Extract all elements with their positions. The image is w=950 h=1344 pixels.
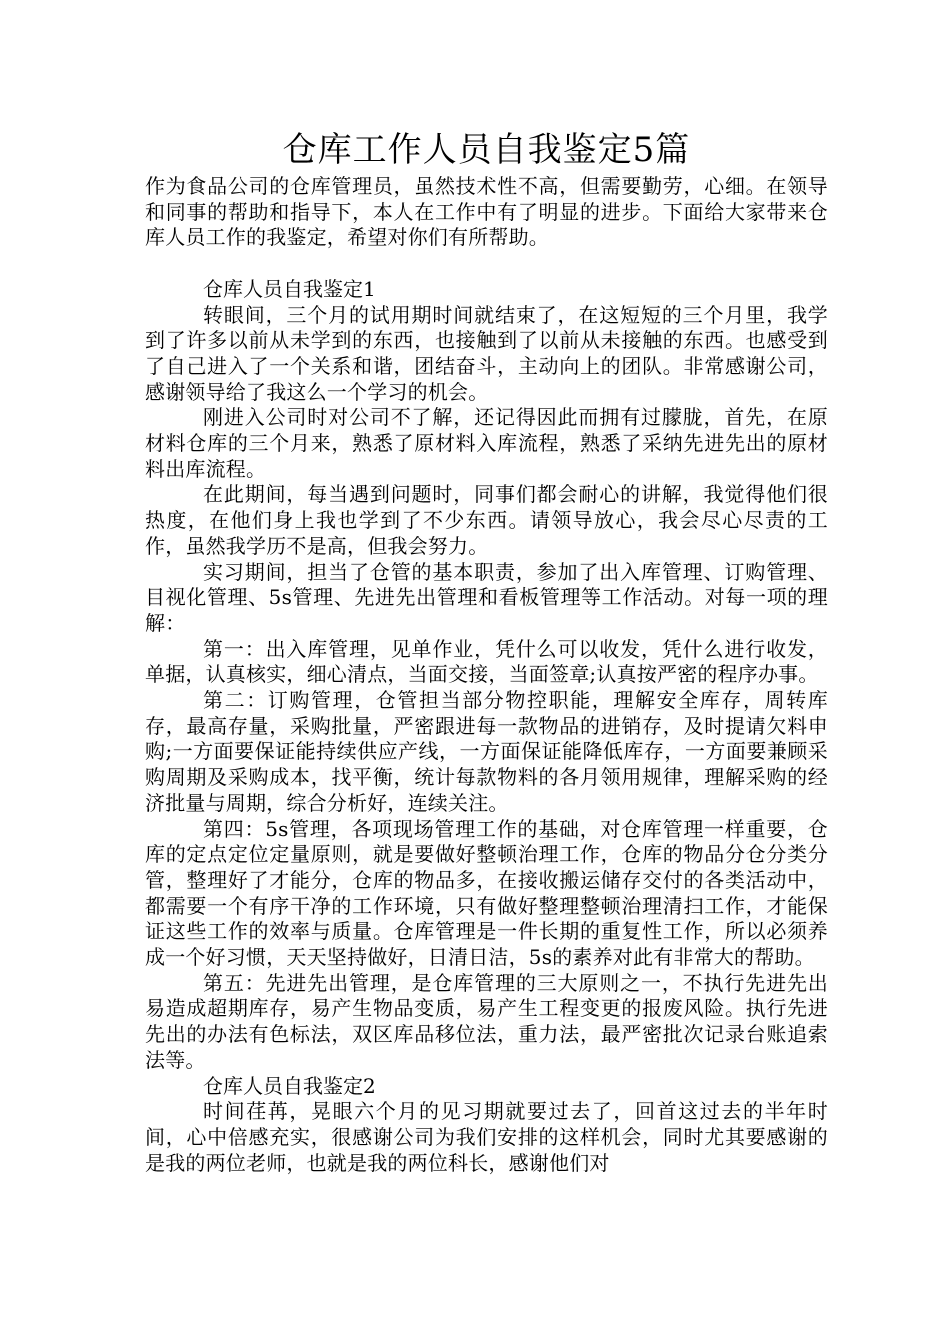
section1-paragraph: 第二：订购管理，仓管担当部分物控职能，理解安全库存，周转库存，最高存量，采购批量，严密跟进每一款物品的进销存，及时提请欠料申购;一方面要保证能持续供应产线，一方面保证能降低库存，一方面要兼顾采购周期及采购成本，找平衡，统计每款物料的各月领用规律，理解采购的经济批量与周期，综合分析好，连续关注。 <box>145 688 828 815</box>
section1-paragraph: 转眼间，三个月的试用期时间就结束了，在这短短的三个月里，我学到了许多以前从未学到的东西，也接触到了以前从未接触的东西。也感受到了自己进入了一个关系和谐，团结奋斗，主动向上的团队。非常感谢公司，感谢领导给了我这么一个学习的机会。 <box>145 302 828 404</box>
intro-paragraph: 作为食品公司的仓库管理员，虽然技术性不高，但需要勤劳，心细。在领导和同事的帮助和指导下，本人在工作中有了明显的进步。下面给大家带来仓库人员工作的我鉴定，希望对你们有所帮助。 <box>145 174 828 250</box>
section-heading-2: 仓库人员自我鉴定2 <box>203 1073 376 1098</box>
section1-paragraph: 第一：出入库管理，见单作业，凭什么可以收发，凭什么进行收发，单据，认真核实，细心清点，当面交接，当面签章;认真按严密的程序办事。 <box>145 636 828 687</box>
blank-line <box>145 251 828 277</box>
section-heading-1: 仓库人员自我鉴定1 <box>203 276 376 301</box>
section1-paragraph: 实习期间，担当了仓管的基本职责，参加了出入库管理、订购管理、目视化管理、5s管理、先进先出管理和看板管理等工作活动。对每一项的理解： <box>145 559 828 635</box>
section1-paragraph: 在此期间，每当遇到问题时，同事们都会耐心的讲解，我觉得他们很热度，在他们身上我也学到了不少东西。请领导放心，我会尽心尽责的工作，虽然我学历不是高，但我会努力。 <box>145 482 828 558</box>
section2-paragraph: 时间荏苒，晃眼六个月的见习期就要过去了，回首这过去的半年时间，心中倍感充实，很感谢公司为我们安排的这样机会，同时尤其要感谢的是我的两位老师，也就是我的两位科长，感谢他们对 <box>145 1099 828 1175</box>
section1-paragraph: 第四：5s管理，各项现场管理工作的基础，对仓库管理一样重要，仓库的定点定位定量原则，就是要做好整顿治理工作，仓库的物品分仓分类分管，整理好了才能分，仓库的物品多，在接收搬运储存交付的各类活动中，都需要一个有序干净的工作环境，只有做好整理整顿治理清扫工作，才能保证这些工作的效率与质量。仓库管理是一件长期的重复性工作，所以必须养成一个好习惯，天天坚持做好，日清日洁，5s的素养对此有非常大的帮助。 <box>145 816 828 970</box>
section1-paragraph: 第五：先进先出管理，是仓库管理的三大原则之一，不执行先进先出易造成超期库存，易产生物品变质，易产生工程变更的报废风险。执行先进先出的办法有色标法，双区库品移位法，重力法，最严密批次记录台账追索法等。 <box>145 970 828 1072</box>
section1-paragraph: 刚进入公司时对公司不了解，还记得因此而拥有过朦胧，首先，在原材料仓库的三个月来，熟悉了原材料入库流程，熟悉了采纳先进先出的原材料出库流程。 <box>145 405 828 481</box>
document-title: 仓库工作人员自我鉴定5篇 <box>282 130 691 170</box>
document-page <box>145 126 828 1176</box>
